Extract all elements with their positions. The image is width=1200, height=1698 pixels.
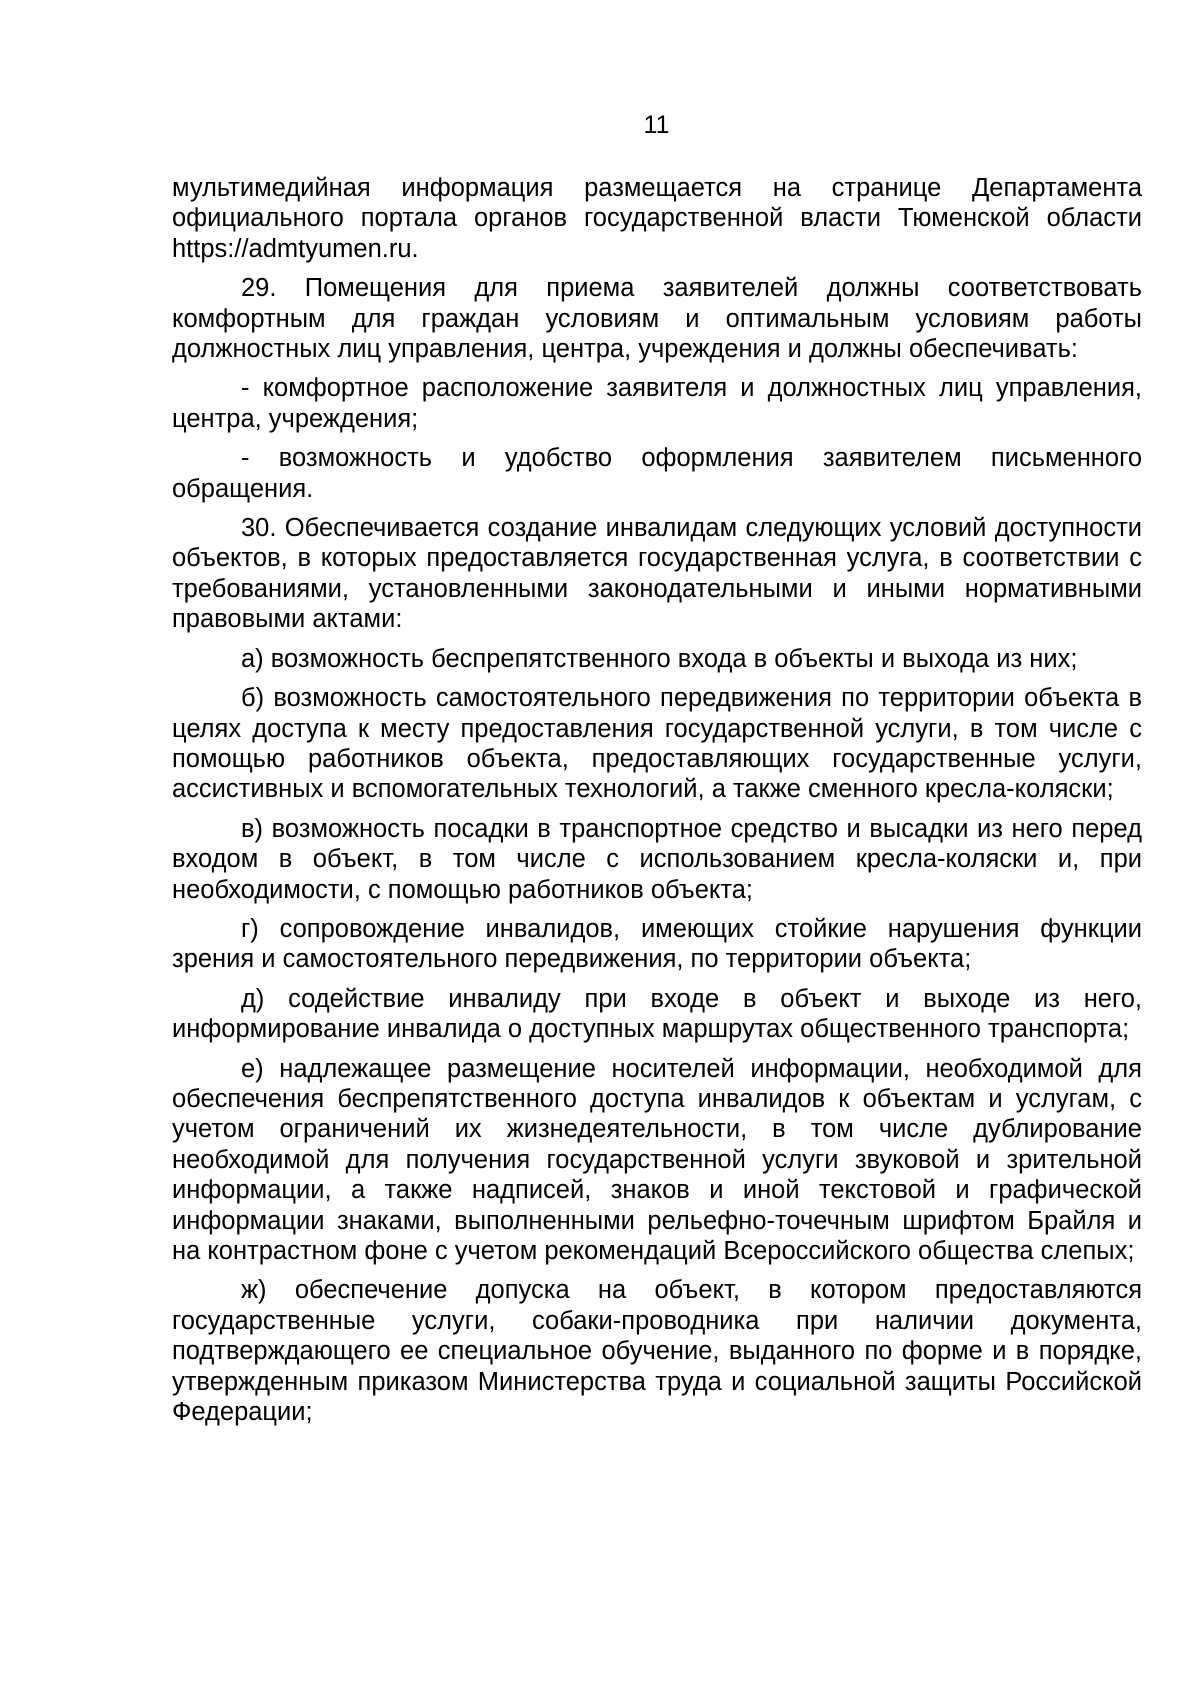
paragraph-29: 29. Помещения для приема заявителей должны соответствовать комфортным для граждан условиям и оптимальным условиям работы должностных лиц управления, центра, учреждения и должны обеспечивать: [172, 274, 1142, 364]
list-item-written-appeal: - возможность и удобство оформления заявителем письменного обращения. [172, 444, 1142, 503]
list-item-b: б) возможность самостоятельного передвижения по территории объекта в целях доступа к месту предоставления государственной услуги, в том числе с помощью работников объекта, предоставляющих государственные услуги, ассистивных и вспомогательных технологий, а также сменного кресла-коляски; [172, 684, 1142, 804]
list-item-comfortable-placement: - комфортное расположение заявителя и должностных лиц управления, центра, учреждения; [172, 374, 1142, 433]
list-item-a: а) возможность беспрепятственного входа в объекты и выхода из них; [241, 644, 1078, 673]
list-item-e: е) надлежащее размещение носителей информации, необходимой для обеспечения беспрепятственного доступа инвалидов к объектам и услугам, с учетом ограничений их жизнедеятельности, в том числе дублирование необходимой для получения государственной услуги звуковой и зрительной информации, а также надписей, знаков и иной текстовой и графической информации знаками, выполненными рельефно-точечным шрифтом Брайля и на контрастном фоне с учетом рекомендаций Всероссийского общества слепых; [172, 1054, 1142, 1265]
list-item-zh: ж) обеспечение допуска на объект, в котором предоставляются государственные услуги, собаки-проводника при наличии документа, подтверждающего ее специальное обучение, выданного по форме и в порядке, утвержденным приказом Министерства труда и социальной защиты Российской Федерации; [172, 1276, 1142, 1427]
list-item-v: в) возможность посадки в транспортное средство и высадки из него перед входом в объект, в том числе с использованием кресла-коляски и, при необходимости, с помощью работников объекта; [172, 814, 1142, 904]
document-body [172, 173, 1142, 1436]
list-item-d: д) содействие инвалиду при входе в объект и выходе из него, информирование инвалида о доступных маршрутах общественного транспорта; [172, 984, 1142, 1044]
paragraph-continuation: мультимедийная информация размещается на странице Департамента официального портала органов государственной власти Тюменской области https://admtyumen.ru. [172, 174, 1142, 263]
list-item-g: г) сопровождение инвалидов, имеющих стойкие нарушения функции зрения и самостоятельного передвижения, по территории объекта; [172, 914, 1142, 974]
page-number: 11 [643, 111, 670, 139]
paragraph-30: 30. Обеспечивается создание инвалидам следующих условий доступности объектов, в которых предоставляется государственная услуга, в соответствии с требованиями, установленными законодательными и иными нормативными правовыми актами: [172, 514, 1142, 634]
